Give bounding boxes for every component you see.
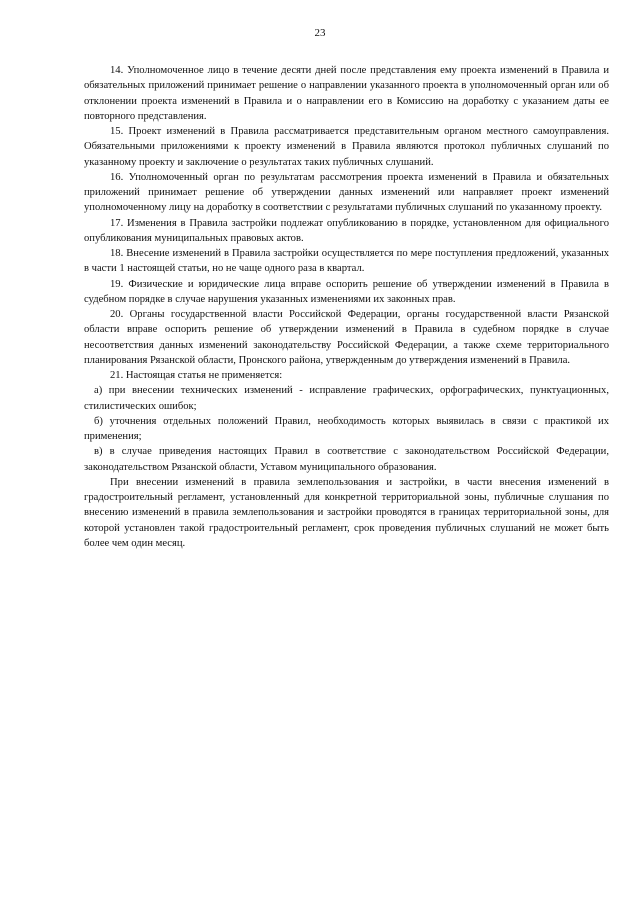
document-body [84, 63, 609, 551]
paragraph-21: 21. Настоящая статья не применяется: [110, 370, 283, 381]
subparagraph-a: а) при внесении технических изменений - исправление графических, орфографических, пунктуационных, стилистических ошибок; [84, 385, 609, 412]
paragraph-14: 14. Уполномоченное лицо в течение десяти дней после представления ему проекта изменений в Правила и обязательных приложений принимает решение о направлении указанного проекта в уполномоченный орган или об отклонении проекта изменений в Правила и о направлении его в Комиссию на доработку с указанием даты ее повторного представления. [84, 65, 609, 122]
subparagraph-v: в) в случае приведения настоящих Правил в соответствие с законодательством Российской Федерации, законодательством Рязанской области, Уставом муниципального образования. [84, 446, 609, 473]
paragraph-17: 17. Изменения в Правила застройки подлежат опубликованию в порядке, установленном для официального опубликования муниципальных правовых актов. [84, 217, 609, 244]
paragraph-18: 18. Внесение изменений в Правила застройки осуществляется по мере поступления предложений, указанных в части 1 настоящей статьи, но не чаще одного раза в квартал. [84, 248, 609, 275]
paragraph-public-hearings: При внесении изменений в правила землепользования и застройки, в части внесения изменений в градостроительный регламент, установленный для конкретной территориальной зоны, публичные слушания по внесению изменений в правила землепользования и застройки проводятся в границах территориальной зоны, для которой установлен такой градостроительный регламент, срок проведения публичных слушаний не может быть более чем один месяц. [84, 476, 609, 549]
subparagraph-b: б) уточнения отдельных положений Правил, необходимость которых выявилась в связи с практикой их применения; [84, 415, 609, 442]
page-number: 23 [314, 27, 326, 39]
paragraph-15: 15. Проект изменений в Правила рассматривается представительным органом местного самоуправления. Обязательными приложениями к проекту изменений в Правила являются протокол публичных слушаний по указанному проекту и заключение о результатах таких публичных слушаний. [84, 126, 609, 168]
paragraph-16: 16. Уполномоченный орган по результатам рассмотрения проекта изменений в Правила и обязательных приложений принимает решение об утверждении данных изменений или направляет проект изменений уполномоченному лицу на доработку в соответствии с результатами публичных слушаний по указанному проекту. [84, 171, 609, 214]
paragraph-20: 20. Органы государственной власти Российской Федерации, органы государственной власти Рязанской области вправе оспорить решение об утверждении изменений в Правила в судебном порядке в случае несоответствия данных изменений законодательству Российской Федерации, а также схеме территориального планирования Рязанской области, Пронского района, утвержденным до утверждения изменений в Правила. [84, 309, 609, 366]
paragraph-19: 19. Физические и юридические лица вправе оспорить решение об утверждении изменений в Правила в судебном порядке в случае нарушения указанных изменениями их законных прав. [84, 278, 609, 305]
